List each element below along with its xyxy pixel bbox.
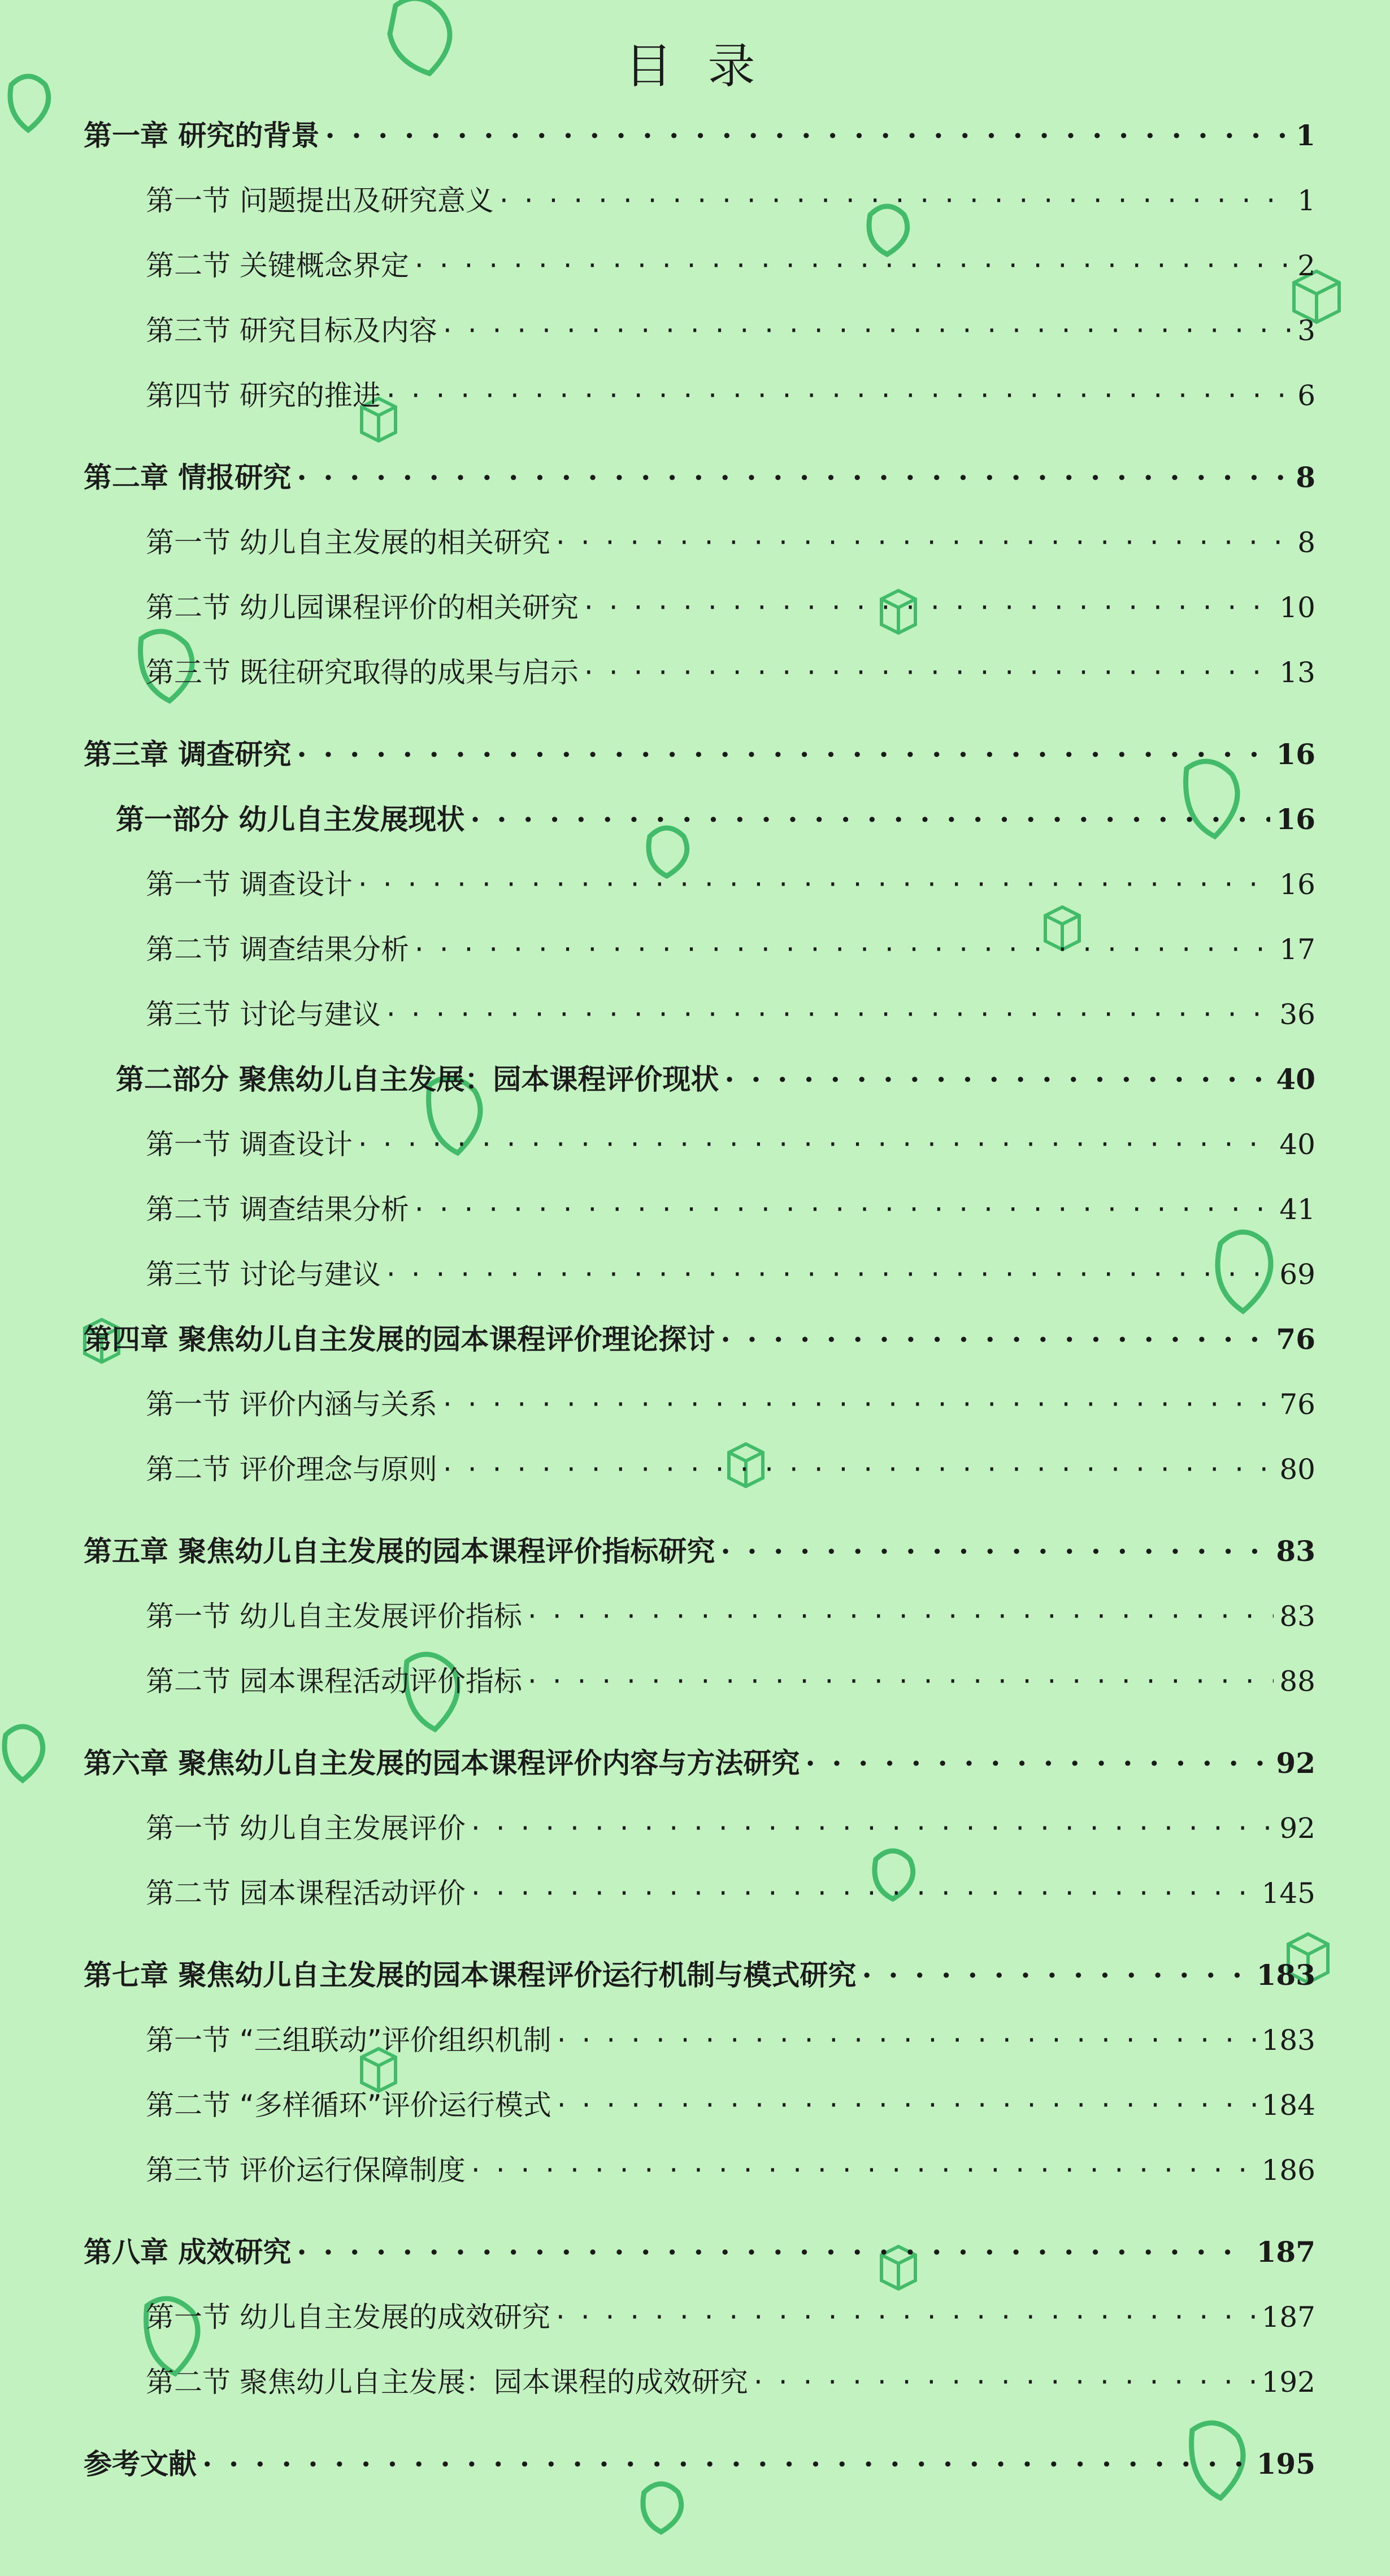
toc-page-number: 3 [1297, 314, 1315, 347]
toc-part-entry[interactable] [116, 797, 1315, 842]
toc-entry-label: 第一节 调查设计 [146, 1128, 353, 1161]
toc-page-number: 88 [1279, 1665, 1315, 1698]
leader-dots [415, 1187, 1274, 1232]
toc-section-entry[interactable] [146, 2360, 1315, 2405]
leader-dots [415, 243, 1292, 288]
toc-entry-label: 第三章 调查研究 [84, 738, 292, 771]
toc-page-number: 1 [1297, 184, 1315, 217]
toc-section-entry[interactable] [146, 2295, 1315, 2340]
toc-page-number: 41 [1279, 1193, 1315, 1226]
heart-doodle-icon [643, 2484, 681, 2532]
toc-section-entry[interactable] [146, 308, 1315, 353]
leader-dots [443, 308, 1292, 353]
leader-dots [754, 2360, 1256, 2405]
toc-page-number: 16 [1279, 868, 1315, 901]
toc-section-entry[interactable] [146, 650, 1315, 695]
toc-page-number: 183 [1256, 1958, 1315, 1992]
leader-dots [720, 1529, 1270, 1574]
toc-part-entry[interactable] [116, 1057, 1315, 1102]
toc-entry-label: 第二节 聚焦幼儿自主发展：园本课程的成效研究 [146, 2366, 748, 2399]
toc-section-entry[interactable] [146, 1187, 1315, 1232]
toc-page-number: 36 [1279, 998, 1315, 1031]
toc-entry-label: 第三节 既往研究取得的成果与启示 [146, 656, 579, 689]
toc-section-entry[interactable] [146, 2018, 1315, 2063]
toc-page-number: 145 [1261, 1877, 1315, 1910]
leader-dots [584, 650, 1274, 695]
toc-entry-label: 第一节 幼儿自主发展的相关研究 [146, 526, 550, 559]
toc-section-entry[interactable] [146, 520, 1315, 565]
toc-section-entry[interactable] [146, 585, 1315, 630]
toc-chapter-entry[interactable] [84, 455, 1315, 500]
toc-page-number: 192 [1261, 2366, 1315, 2399]
toc-entry-label: 第二节 园本课程活动评价 [146, 1877, 466, 1910]
toc-entry-label: 第一节 幼儿自主发展评价指标 [146, 1600, 522, 1633]
leader-dots [862, 1953, 1250, 1998]
leader-dots [297, 2230, 1250, 2275]
leader-dots [724, 1057, 1270, 1102]
toc-page-number: 184 [1261, 2089, 1315, 2122]
toc-section-entry[interactable] [146, 1659, 1315, 1704]
leader-dots [471, 1871, 1256, 1916]
toc-entry-label: 第二章 情报研究 [84, 461, 292, 494]
toc-section-entry[interactable] [146, 1871, 1315, 1916]
toc-section-entry[interactable] [146, 927, 1315, 972]
toc-section-entry[interactable] [146, 1806, 1315, 1851]
toc-chapter-entry[interactable] [84, 2441, 1315, 2487]
toc-page-number: 6 [1297, 379, 1315, 412]
toc-page-number: 8 [1297, 526, 1315, 559]
toc-section-entry[interactable] [146, 1382, 1315, 1427]
leader-dots [528, 1659, 1274, 1704]
toc-entry-label: 第一节 “三组联动”评价组织机制 [146, 2024, 551, 2057]
toc-entry-label: 第二节 调查结果分析 [146, 1193, 409, 1226]
leader-dots [386, 1252, 1274, 1297]
leader-dots [528, 1594, 1274, 1639]
toc-entry-label: 第一节 评价内涵与关系 [146, 1388, 437, 1421]
toc-entry-label: 第二节 关键概念界定 [146, 249, 409, 282]
page-title: 目 录 [624, 38, 766, 94]
toc-page-number: 187 [1256, 2235, 1315, 2269]
toc-entry-label: 第二节 “多样循环”评价运行模式 [146, 2089, 551, 2122]
toc-section-entry[interactable] [146, 1122, 1315, 1167]
leader-dots [720, 1317, 1270, 1362]
leader-dots [471, 2148, 1256, 2193]
toc-entry-label: 第八章 成效研究 [84, 2235, 292, 2269]
toc-entry-label: 第二节 评价理念与原则 [146, 1453, 437, 1486]
toc-section-entry[interactable] [146, 2083, 1315, 2128]
toc-page-number: 16 [1276, 803, 1315, 836]
toc-chapter-entry[interactable] [84, 1317, 1315, 1362]
toc-page-number: 10 [1279, 591, 1315, 624]
toc-entry-label: 第一节 幼儿自主发展评价 [146, 1812, 466, 1845]
toc-entry-label: 第二节 调查结果分析 [146, 933, 409, 966]
leader-dots [556, 520, 1292, 565]
toc-page-number: 76 [1276, 1322, 1315, 1356]
toc-page-number: 80 [1279, 1453, 1315, 1486]
toc-page-number: 8 [1296, 461, 1315, 494]
toc-entry-label: 第三节 讨论与建议 [146, 998, 381, 1031]
toc-section-entry[interactable] [146, 2148, 1315, 2193]
leader-dots [584, 585, 1274, 630]
toc-section-entry[interactable] [146, 243, 1315, 288]
toc-page-number: 1 [1296, 119, 1315, 152]
toc-entry-label: 第一节 幼儿自主发展的成效研究 [146, 2301, 550, 2334]
toc-page-number: 92 [1276, 1746, 1315, 1780]
leader-dots [443, 1447, 1274, 1492]
leader-dots [557, 2018, 1256, 2063]
leader-dots [805, 1741, 1270, 1786]
toc-entry-label: 第三节 研究目标及内容 [146, 314, 437, 347]
toc-section-entry[interactable] [146, 1594, 1315, 1639]
leader-dots [386, 373, 1292, 418]
leader-dots [415, 927, 1274, 972]
leader-dots [556, 2295, 1256, 2340]
toc-chapter-entry[interactable] [84, 732, 1315, 777]
leader-dots [470, 797, 1270, 842]
heart-doodle-icon [5, 1727, 43, 1780]
toc-page-number: 76 [1279, 1388, 1315, 1421]
leader-dots [471, 1806, 1274, 1851]
toc-chapter-entry[interactable] [84, 2230, 1315, 2275]
toc-page-number: 16 [1276, 738, 1315, 771]
toc-entry-label: 第五章 聚焦幼儿自主发展的园本课程评价指标研究 [84, 1534, 715, 1568]
toc-entry-label: 第三节 讨论与建议 [146, 1258, 381, 1291]
toc-chapter-entry[interactable] [84, 1529, 1315, 1574]
leader-dots [358, 1122, 1274, 1167]
toc-entry-label: 第三节 评价运行保障制度 [146, 2154, 466, 2187]
toc-page-number: 195 [1256, 2447, 1315, 2480]
toc-page-number: 17 [1279, 933, 1315, 966]
toc-page-number: 40 [1279, 1128, 1315, 1161]
toc-page-number: 2 [1297, 249, 1315, 282]
toc-page-number: 187 [1261, 2301, 1315, 2334]
toc-page-number: 83 [1276, 1534, 1315, 1568]
leader-dots [386, 992, 1274, 1037]
toc-section-entry[interactable] [146, 1252, 1315, 1297]
toc-page-number: 13 [1279, 656, 1315, 689]
toc-page-number: 69 [1279, 1258, 1315, 1291]
toc-page-number: 83 [1279, 1600, 1315, 1633]
leader-dots [443, 1382, 1274, 1427]
toc-chapter-entry[interactable] [84, 1953, 1315, 1998]
toc-entry-label: 第一章 研究的背景 [84, 119, 320, 152]
leader-dots [325, 113, 1290, 158]
toc-entry-label: 第二节 园本课程活动评价指标 [146, 1665, 522, 1698]
toc-section-entry[interactable] [146, 992, 1315, 1037]
toc-entry-label: 第一节 问题提出及研究意义 [146, 184, 494, 217]
leader-dots [297, 732, 1270, 777]
toc-entry-label: 第七章 聚焦幼儿自主发展的园本课程评价运行机制与模式研究 [84, 1958, 857, 1992]
toc-page-number: 92 [1279, 1812, 1315, 1845]
toc-entry-label: 第四章 聚焦幼儿自主发展的园本课程评价理论探讨 [84, 1322, 715, 1356]
leader-dots [557, 2083, 1256, 2128]
toc-chapter-entry[interactable] [84, 1741, 1315, 1786]
toc-page-number: 186 [1261, 2154, 1315, 2187]
toc-section-entry[interactable] [146, 862, 1315, 907]
leader-dots [297, 455, 1290, 500]
toc-section-entry[interactable] [146, 373, 1315, 418]
toc-chapter-entry[interactable] [84, 113, 1315, 158]
toc-section-entry[interactable] [146, 1447, 1315, 1492]
toc-entry-label: 第四节 研究的推进 [146, 379, 381, 412]
toc-entry-label: 第二部分 聚焦幼儿自主发展：园本课程评价现状 [116, 1063, 719, 1096]
toc-entry-label: 第一部分 幼儿自主发展现状 [116, 803, 465, 836]
leader-dots [358, 862, 1274, 907]
toc-page-number: 183 [1261, 2024, 1315, 2057]
toc-entry-label: 第六章 聚焦幼儿自主发展的园本课程评价内容与方法研究 [84, 1746, 800, 1780]
toc-entry-label: 参考文献 [84, 2447, 197, 2480]
toc-page-number: 40 [1276, 1063, 1315, 1096]
leader-dots [202, 2441, 1251, 2487]
leader-dots [499, 178, 1292, 223]
toc-entry-label: 第一节 调查设计 [146, 868, 353, 901]
toc-section-entry[interactable] [146, 178, 1315, 223]
toc-entry-label: 第二节 幼儿园课程评价的相关研究 [146, 591, 579, 624]
